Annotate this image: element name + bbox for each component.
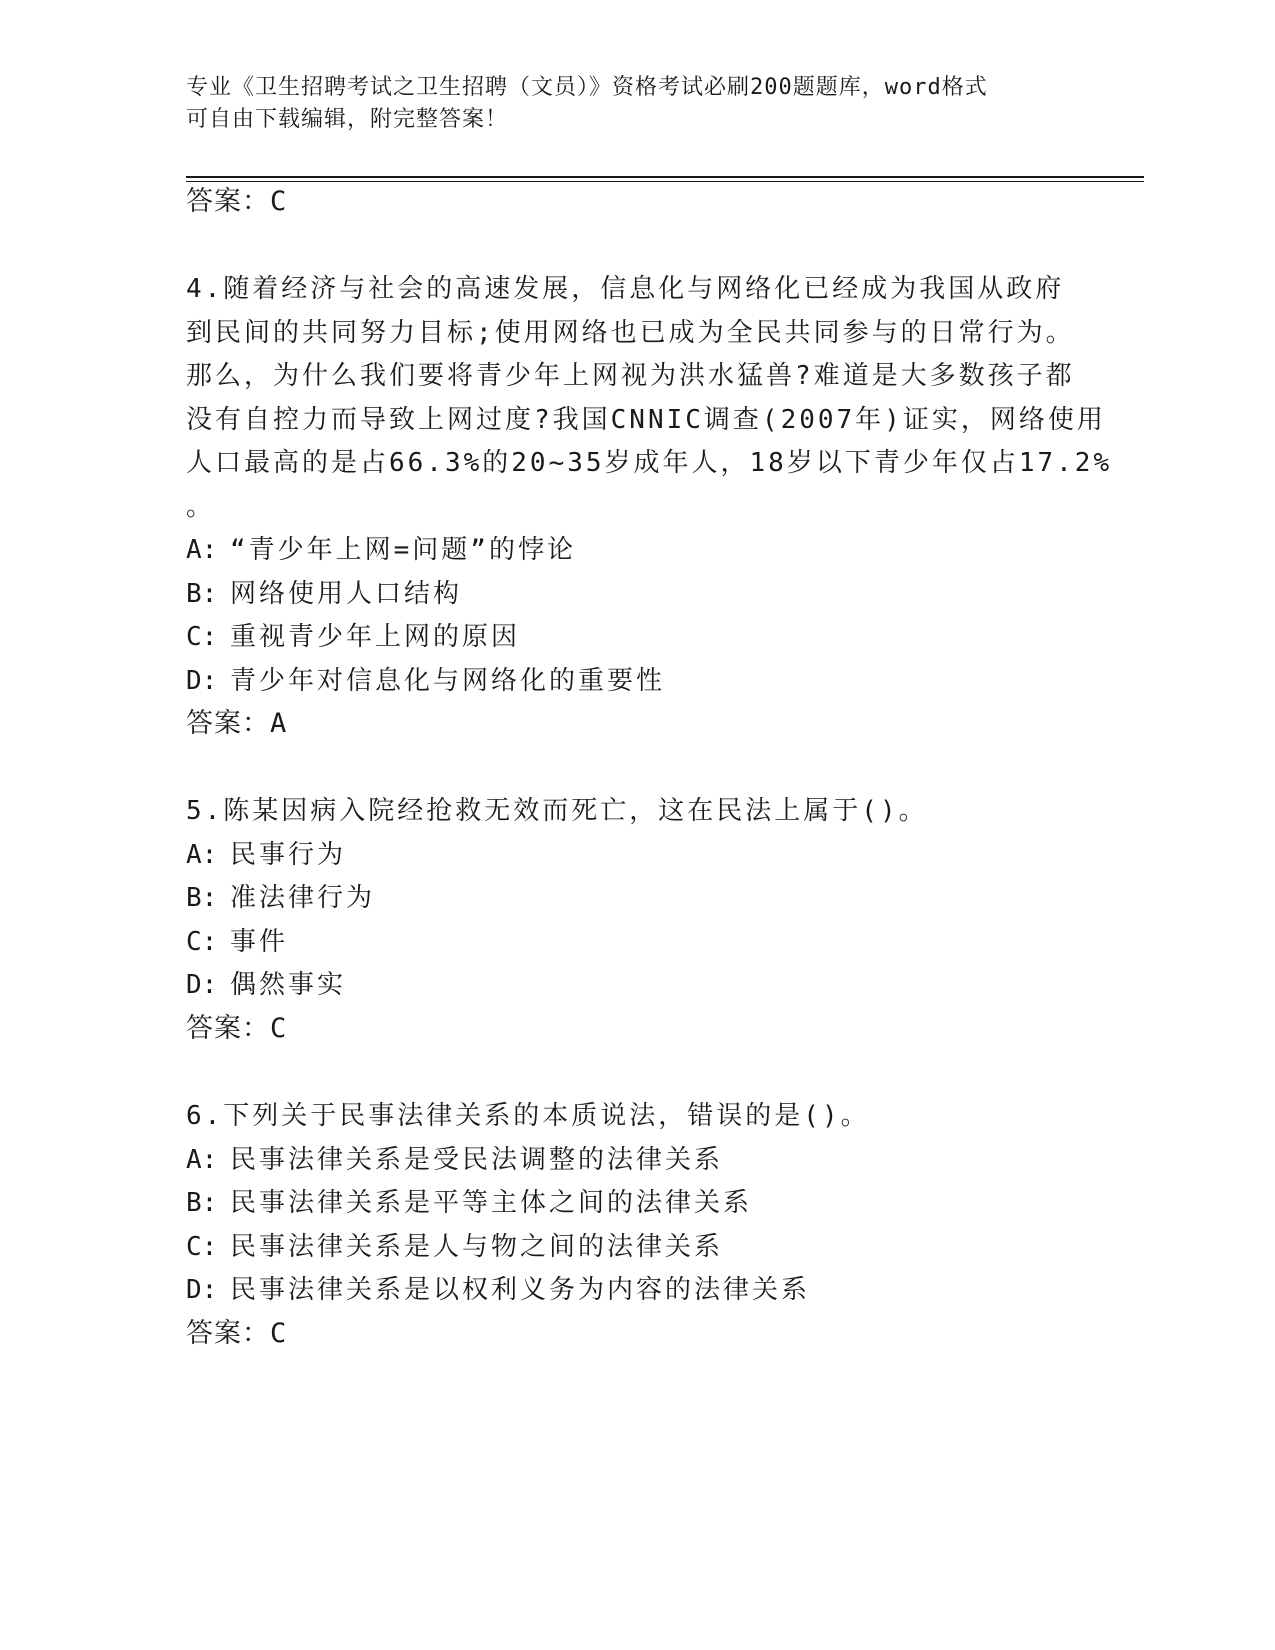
option-text: 青少年对信息化与网络化的重要性 bbox=[230, 666, 666, 696]
prev-answer bbox=[186, 185, 287, 219]
q4-stem-line-2: 到民间的共同努力目标;使用网络也已成为全民共同参与的日常行为。 bbox=[186, 318, 1075, 348]
option-text: 网络使用人口结构 bbox=[230, 579, 463, 609]
answer-label: 答案： bbox=[186, 1318, 270, 1349]
q6-stem: 6.下列关于民事法律关系的本质说法，错误的是()。 bbox=[186, 1101, 870, 1131]
option-text: “青少年上网=问题”的悖论 bbox=[230, 535, 576, 565]
option-text: 偶然事实 bbox=[230, 970, 347, 1000]
option-text: 民事行为 bbox=[230, 840, 347, 870]
q4-option-b bbox=[186, 577, 462, 611]
header-rule-thin bbox=[186, 181, 1144, 182]
q6-option-c bbox=[186, 1230, 723, 1264]
option-text: 重视青少年上网的原因 bbox=[230, 622, 521, 652]
header-line-1: 专业《卫生招聘考试之卫生招聘（文员）》资格考试必刷200题题库，word格式 bbox=[186, 75, 988, 100]
option-label: B: bbox=[186, 579, 218, 609]
option-label: A: bbox=[186, 535, 218, 565]
q5-answer bbox=[186, 1012, 287, 1046]
document-header bbox=[186, 72, 1066, 136]
option-text: 民事法律关系是平等主体之间的法律关系 bbox=[230, 1188, 753, 1218]
option-label: A: bbox=[186, 1145, 218, 1175]
q4-stem-line-4: 没有自控力而导致上网过度?我国CNNIC调查(2007年)证实，网络使用 bbox=[186, 405, 1106, 435]
q4-answer bbox=[186, 707, 287, 741]
option-label: D: bbox=[186, 1275, 218, 1305]
answer-value: C bbox=[270, 1318, 288, 1349]
q4-stem-line-5: 人口最高的是占66.3%的20~35岁成年人，18岁以下青少年仅占17.2% bbox=[186, 448, 1113, 478]
q4-option-c bbox=[186, 620, 520, 654]
q5-stem: 5.陈某因病入院经抢救无效而死亡，这在民法上属于()。 bbox=[186, 796, 928, 826]
header-rule-thick bbox=[186, 176, 1144, 178]
option-label: C: bbox=[186, 927, 218, 957]
q5-option-d bbox=[186, 968, 346, 1002]
q4-stem-line-3: 那么，为什么我们要将青少年上网视为洪水猛兽?难道是大多数孩子都 bbox=[186, 361, 1075, 391]
option-label: B: bbox=[186, 1188, 218, 1218]
option-text: 准法律行为 bbox=[230, 883, 376, 913]
answer-label: 答案： bbox=[186, 186, 270, 217]
q6-option-b bbox=[186, 1186, 752, 1220]
option-label: D: bbox=[186, 666, 218, 696]
q4-option-a bbox=[186, 533, 576, 567]
q6-option-a bbox=[186, 1143, 723, 1177]
answer-label: 答案： bbox=[186, 1013, 270, 1044]
answer-label: 答案： bbox=[186, 708, 270, 739]
option-text: 事件 bbox=[230, 927, 289, 957]
q4-stem-line-1: 4.随着经济与社会的高速发展，信息化与网络化已经成为我国从政府 bbox=[186, 274, 1065, 304]
q6-answer bbox=[186, 1317, 287, 1351]
answer-value: C bbox=[270, 1013, 288, 1044]
option-text: 民事法律关系是人与物之间的法律关系 bbox=[230, 1232, 724, 1262]
q4-stem-line-6: 。 bbox=[186, 492, 216, 522]
option-label: D: bbox=[186, 970, 218, 1000]
q5-option-c bbox=[186, 925, 288, 959]
option-label: C: bbox=[186, 1232, 218, 1262]
answer-value: A bbox=[270, 708, 288, 739]
q4-option-d bbox=[186, 664, 665, 698]
option-text: 民事法律关系是受民法调整的法律关系 bbox=[230, 1145, 724, 1175]
option-label: C: bbox=[186, 622, 218, 652]
option-label: B: bbox=[186, 883, 218, 913]
header-line-2: 可自由下载编辑，附完整答案！ bbox=[186, 107, 509, 132]
q5-option-a bbox=[186, 838, 346, 872]
option-label: A: bbox=[186, 840, 218, 870]
option-text: 民事法律关系是以权利义务为内容的法律关系 bbox=[230, 1275, 811, 1305]
q5-option-b bbox=[186, 881, 375, 915]
q6-option-d bbox=[186, 1273, 810, 1307]
answer-value: C bbox=[270, 186, 288, 217]
